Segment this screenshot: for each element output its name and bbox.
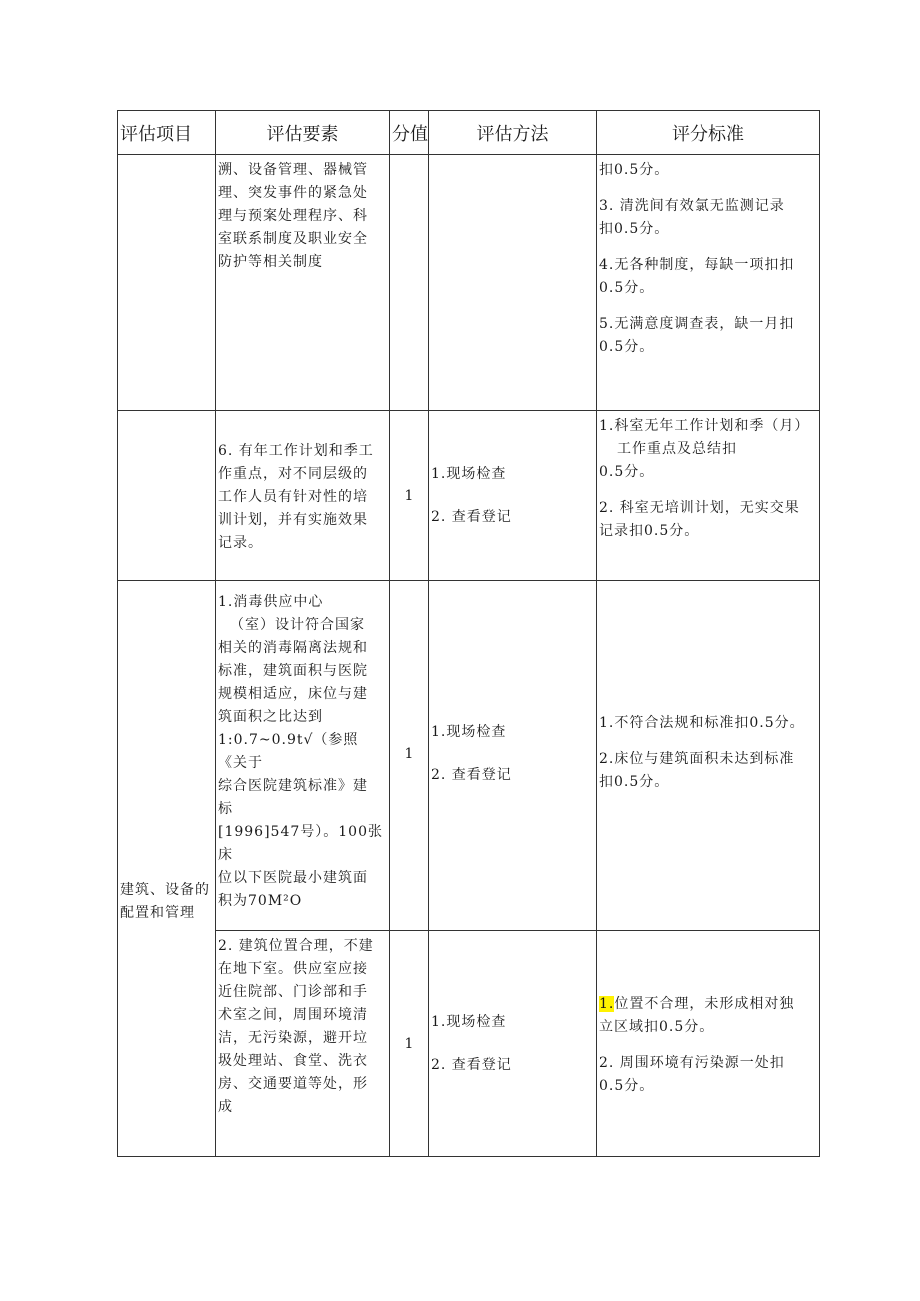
table-header-row	[118, 111, 820, 155]
header-element: 评估要素	[216, 111, 390, 155]
element-cell: 溯、设备管理、器械管 理、突发事件的紧急处 理与预案处理程序、科 室联系制度及职业安全 防护等相关制度	[216, 155, 390, 411]
item-cell	[118, 411, 216, 581]
method-cell	[429, 155, 597, 411]
criteria-cell: 1.科室无年工作计划和季（月） 工作重点及总结扣 0.5分。 2. 科室无培训计划，无实交果 记录扣0.5分。	[597, 411, 820, 581]
element-cell: 2. 建筑位置合理，不建 在地下室。供应室应接 近住院部、门诊部和手 术室之间，周围环境清 洁，无污染源，避开垃 圾处理站、食堂、洗衣 房、交通要道等处，形 成	[216, 931, 390, 1157]
criteria-cell: 1.位置不合理，未形成相对独 立区域扣0.5分。 2. 周围环境有污染源一处扣 0.5分。	[597, 931, 820, 1157]
evaluation-table-sheet	[117, 110, 819, 1157]
table-row	[118, 155, 820, 411]
header-criteria: 评分标准	[597, 111, 820, 155]
method-cell: 1.现场检查 2. 查看登记	[429, 411, 597, 581]
table-row	[118, 931, 820, 1157]
highlight-mark: 1.	[599, 996, 615, 1012]
score-cell: 1	[390, 581, 429, 931]
method-cell: 1.现场检查 2. 查看登记	[429, 581, 597, 931]
criteria-cell: 扣0.5分。 3. 清洗间有效氯无监测记录 扣0.5分。 4.无各种制度，每缺一项扣扣 0.5分。 5.无满意度调查表，缺一月扣 0.5分。	[597, 155, 820, 411]
criteria-cell: 1.不符合法规和标准扣0.5分。 2.床位与建筑面积未达到标准 扣0.5分。	[597, 581, 820, 931]
table-row	[118, 581, 820, 931]
element-cell: 1.消毒供应中心 （室）设计符合国家 相关的消毒隔离法规和 标准，建筑面积与医院 规模相适应，床位与建 筑面积之比达到 1:0.7~0.9t√（参照《关于 综合医院建筑标准》建 标 [1996]547号）。100张床 位以下医院最小建筑面 积为70M²O	[216, 581, 390, 931]
element-cell: 6. 有年工作计划和季工 作重点，对不同层级的 工作人员有针对性的培 训计划，并有实施效果 记录。	[216, 411, 390, 581]
table-row	[118, 411, 820, 581]
method-cell: 1.现场检查 2. 查看登记	[429, 931, 597, 1157]
score-cell	[390, 155, 429, 411]
header-method: 评估方法	[429, 111, 597, 155]
evaluation-table	[117, 110, 820, 1157]
item-cell	[118, 155, 216, 411]
header-item: 评估项目	[118, 111, 216, 155]
header-score: 分值	[390, 111, 429, 155]
score-cell: 1	[390, 931, 429, 1157]
score-cell: 1	[390, 411, 429, 581]
item-cell: 建筑、设备的配置和管理	[118, 581, 216, 1157]
